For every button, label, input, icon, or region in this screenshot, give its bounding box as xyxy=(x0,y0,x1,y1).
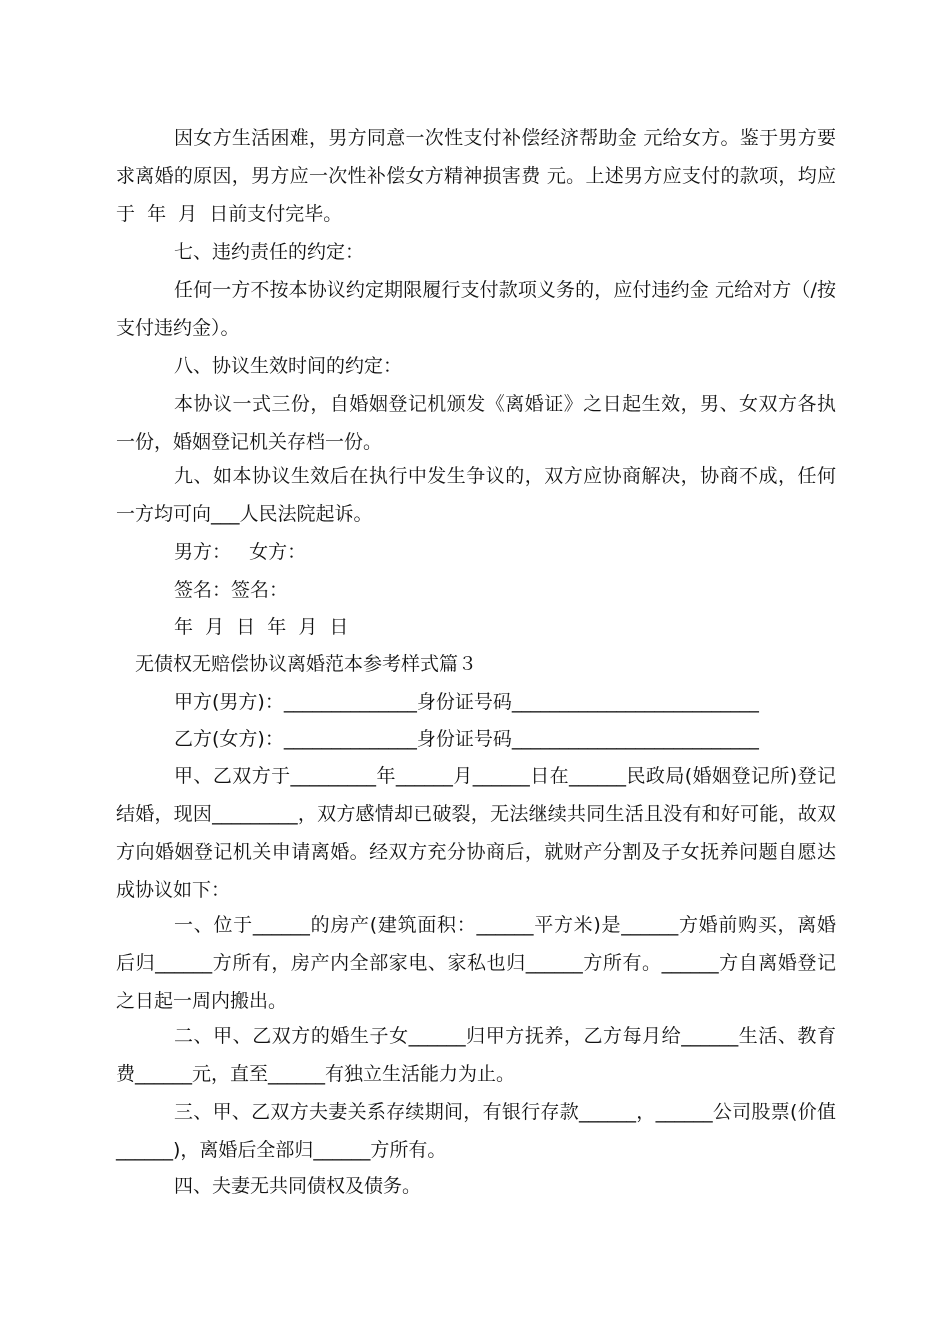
paragraph-line: 于 年 月 日前支付完毕。 xyxy=(116,203,343,225)
paragraph-line: 后归______方所有，房产内全部家电、家私也归______方所有。______方自离婚登记 xyxy=(116,952,836,974)
paragraph-line: 成协议如下： xyxy=(116,879,231,901)
paragraph-line: 求离婚的原因，男方应一次性补偿女方精神损害费 元。上述男方应支付的款项，均应 xyxy=(116,165,836,187)
section-heading: 四、夫妻无共同债权及债务。 xyxy=(174,1175,422,1197)
paragraph-line: 二、甲、乙双方的婚生子女______归甲方抚养，乙方每月给______生活、教育 xyxy=(174,1025,836,1047)
signature-parties: 男方： 女方： xyxy=(174,541,307,563)
paragraph-line: 因女方生活困难，男方同意一次性支付补偿经济帮助金 元给女方。鉴于男方要 xyxy=(174,127,836,149)
paragraph-line: 一、位于______的房产(建筑面积：______平方米)是______方婚前购买，离婚 xyxy=(174,914,836,936)
signature-names: 签名：签名： xyxy=(174,579,289,601)
paragraph-line: 之日起一周内搬出。 xyxy=(116,990,288,1012)
paragraph-line: 本协议一式三份，自婚姻登记机颁发《离婚证》之日起生效，男、女双方各执 xyxy=(174,393,836,415)
paragraph-line: 一份，婚姻登记机关存档一份。 xyxy=(116,431,383,453)
party-b-line: 乙方(女方)：______________身份证号码__________________________ xyxy=(174,728,759,750)
paragraph-line: 九、如本协议生效后在执行中发生争议的，双方应协商解决，协商不成，任何 xyxy=(174,465,836,487)
paragraph-line: 方向婚姻登记机关申请离婚。经双方充分协商后，就财产分割及子女抚养问题自愿达 xyxy=(116,841,836,863)
paragraph-line: 费______元，直至______有独立生活能力为止。 xyxy=(116,1063,516,1085)
signature-dates: 年 月 日 年 月 日 xyxy=(174,616,349,638)
section-heading: 八、协议生效时间的约定： xyxy=(174,355,403,377)
section-title: 无债权无赔偿协议离婚范本参考样式篇３ xyxy=(135,653,478,675)
section-heading: 七、违约责任的约定： xyxy=(174,241,365,263)
paragraph-line: 结婚，现因_________，双方感情却已破裂，无法继续共同生活且没有和好可能，故双 xyxy=(116,803,836,825)
paragraph-line: 甲、乙双方于_________年______月______日在______民政局(婚姻登记所)登记 xyxy=(174,765,836,787)
paragraph-line: 支付违约金）。 xyxy=(116,317,240,339)
paragraph-line: 三、甲、乙双方夫妻关系存续期间，有银行存款______，______公司股票(价值 xyxy=(174,1101,836,1123)
paragraph-line: 任何一方不按本协议约定期限履行支付款项义务的，应付违约金 元给对方（/按 xyxy=(174,279,836,301)
paragraph-line: 一方均可向___人民法院起诉。 xyxy=(116,503,373,525)
paragraph-line: ______)，离婚后全部归______方所有。 xyxy=(116,1139,447,1161)
party-a-line: 甲方(男方)：______________身份证号码__________________________ xyxy=(174,691,759,713)
